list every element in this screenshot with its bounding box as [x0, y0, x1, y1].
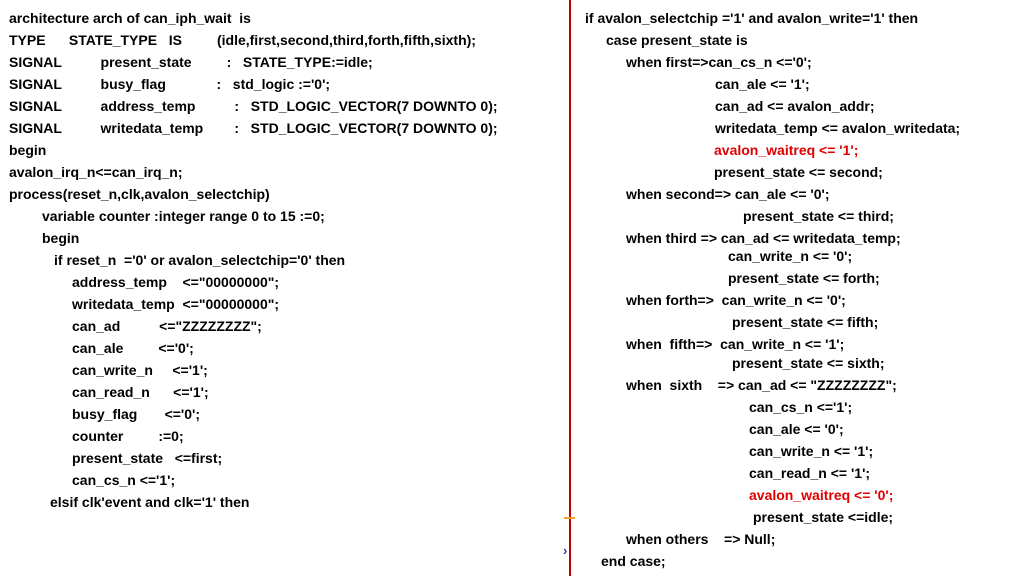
code-line: present_state <= sixth; [732, 355, 885, 371]
code-line: begin [9, 142, 47, 158]
code-line: SIGNAL present_state : STATE_TYPE:=idle; [9, 54, 373, 70]
code-line: present_state <= second; [714, 164, 883, 180]
code-line: can_ale <= '0'; [749, 421, 844, 437]
divider-tick-mark [564, 517, 575, 519]
code-line: when forth=> can_write_n <= '0'; [626, 292, 846, 308]
code-line: architecture arch of can_iph_wait is [9, 10, 251, 26]
code-line: SIGNAL busy_flag : std_logic :='0'; [9, 76, 331, 92]
code-line: present_state <=idle; [753, 509, 894, 525]
code-line: when first=>can_cs_n <='0'; [626, 54, 812, 70]
code-line: can_cs_n <='1'; [72, 472, 176, 488]
code-line: can_ale <= '1'; [715, 76, 810, 92]
code-line: counter :=0; [72, 428, 184, 444]
code-line: present_state <= fifth; [732, 314, 879, 330]
code-line: writedata_temp <= avalon_writedata; [715, 120, 961, 136]
code-line: when fifth=> can_write_n <= '1'; [626, 336, 845, 352]
code-line: when sixth => can_ad <= "ZZZZZZZZ"; [626, 377, 897, 393]
code-line: TYPE STATE_TYPE IS (idle,first,second,third,forth,fifth,sixth); [9, 32, 476, 48]
code-line: present_state <= third; [743, 208, 894, 224]
code-line: present_state <=first; [72, 450, 223, 466]
code-line: case present_state is [606, 32, 748, 48]
code-line: avalon_irq_n<=can_irq_n; [9, 164, 183, 180]
code-line: SIGNAL writedata_temp : STD_LOGIC_VECTOR(7 DOWNTO 0); [9, 120, 498, 136]
code-line: can_ale <='0'; [72, 340, 194, 356]
code-line: end case; [601, 553, 666, 569]
code-line: can_write_n <='1'; [72, 362, 208, 378]
code-line: SIGNAL address_temp : STD_LOGIC_VECTOR(7 DOWNTO 0); [9, 98, 498, 114]
code-line: when second=> can_ale <= '0'; [626, 186, 830, 202]
code-line: when third => can_ad <= writedata_temp; [626, 230, 901, 246]
code-line-highlighted: avalon_waitreq <= '1'; [714, 142, 859, 158]
code-line: process(reset_n,clk,avalon_selectchip) [9, 186, 270, 202]
code-line: variable counter :integer range 0 to 15 :=0; [42, 208, 325, 224]
code-line: address_temp <="00000000"; [72, 274, 280, 290]
code-line: elsif clk'event and clk='1' then [50, 494, 250, 510]
column-divider [569, 0, 571, 576]
code-line: can_read_n <='1'; [72, 384, 209, 400]
code-line-highlighted: avalon_waitreq <= '0'; [749, 487, 894, 503]
code-line: can_write_n <= '1'; [749, 443, 874, 459]
code-line: writedata_temp <="00000000"; [72, 296, 280, 312]
cursor-glyph: › [563, 543, 568, 558]
code-line: if avalon_selectchip ='1' and avalon_write='1' then [585, 10, 919, 26]
code-line: present_state <= forth; [728, 270, 880, 286]
code-line: can_cs_n <='1'; [749, 399, 853, 415]
code-line: busy_flag <='0'; [72, 406, 201, 422]
code-line: can_read_n <= '1'; [749, 465, 871, 481]
code-line: begin [42, 230, 80, 246]
code-line: when others => Null; [626, 531, 776, 547]
code-line: can_ad <="ZZZZZZZZ"; [72, 318, 262, 334]
code-line: if reset_n ='0' or avalon_selectchip='0' then [54, 252, 346, 268]
code-line: can_ad <= avalon_addr; [715, 98, 875, 114]
code-line: can_write_n <= '0'; [728, 248, 853, 264]
